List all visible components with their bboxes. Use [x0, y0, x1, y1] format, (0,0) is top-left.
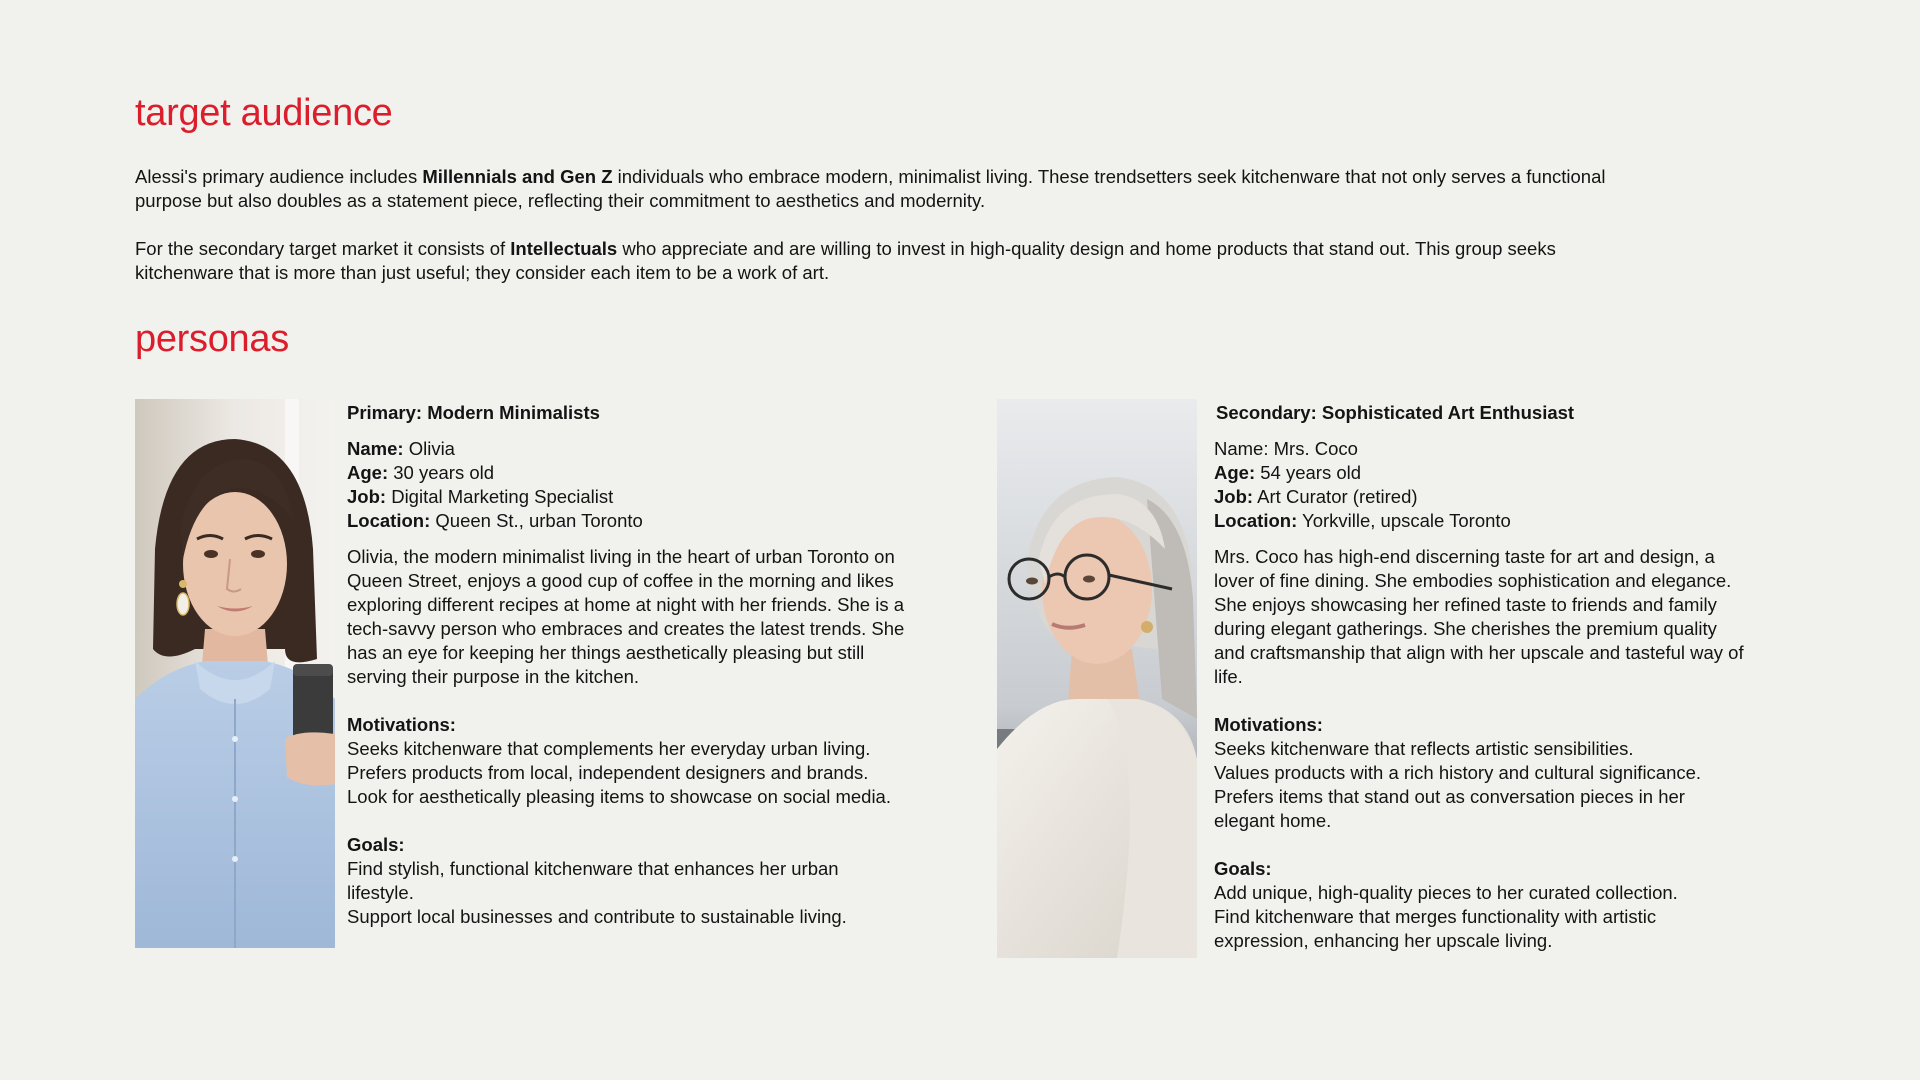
- list-item: Seeks kitchenware that complements her everyday urban living.: [347, 738, 871, 759]
- primary-persona-job: Job: Digital Marketing Specialist: [347, 486, 614, 507]
- list-item: Prefers items that stand out as conversation pieces in her elegant home.: [1214, 786, 1685, 831]
- secondary-audience-highlight: Intellectuals: [510, 238, 618, 259]
- primary-persona-location: Location: Queen St., urban Toronto: [347, 510, 643, 531]
- secondary-audience-paragraph: For the secondary target market it consists of Intellectuals who appreciate and are willing to invest in high-quality design and home products that stand out. This group seeks kitchenware that is more than just useful; they consider each item to be a work of art.: [135, 238, 1556, 283]
- primary-persona-motivations: [347, 713, 907, 809]
- primary-audience-highlight: Millennials and Gen Z: [422, 166, 613, 187]
- list-item: Values products with a rich history and cultural significance.: [1214, 762, 1702, 783]
- list-item: Prefers products from local, independent designers and brands.: [347, 762, 869, 783]
- target-audience-heading: target audience: [135, 92, 393, 134]
- secondary-motivations-label: Motivations:: [1214, 714, 1323, 735]
- primary-persona-description: Olivia, the modern minimalist living in the heart of urban Toronto on Queen Street, enjoys a good cup of coffee in the morning and likes exploring different recipes at home at night with her friends. She is a tech-savvy person who embraces and creates the latest trends. She has an eye for keeping her things aesthetically pleasing but still serving their purpose in the kitchen.: [347, 546, 905, 687]
- secondary-persona-card: [1214, 401, 1744, 953]
- primary-goals-label: Goals:: [347, 834, 405, 855]
- secondary-persona-location: Location: Yorkville, upscale Toronto: [1214, 510, 1511, 531]
- list-item: Seeks kitchenware that reflects artistic sensibilities.: [1214, 738, 1634, 759]
- personas-heading: personas: [135, 318, 289, 360]
- primary-persona-name: Name: Olivia: [347, 438, 455, 459]
- list-item: Add unique, high-quality pieces to her curated collection.: [1214, 882, 1678, 903]
- secondary-persona-name: Name: Mrs. Coco: [1214, 438, 1358, 459]
- primary-persona-goals: [347, 833, 907, 929]
- secondary-persona-goals: [1214, 857, 1744, 953]
- primary-persona-title: Primary: Modern Minimalists: [347, 402, 600, 423]
- secondary-persona-title: Secondary: Sophisticated Art Enthusiast: [1216, 402, 1575, 423]
- primary-persona-facts: [347, 437, 907, 533]
- list-item: Find stylish, functional kitchenware that enhances her urban lifestyle.: [347, 858, 839, 903]
- secondary-persona-description: Mrs. Coco has high-end discerning taste for art and design, a lover of fine dining. She embodies sophistication and elegance. She enjoys showcasing her refined taste to friends and family during elegant gatherings. She cherishes the premium quality and craftsmanship that align with her upscale and tasteful way of life.: [1214, 546, 1744, 687]
- secondary-persona-motivations: [1214, 713, 1744, 833]
- list-item: Look for aesthetically pleasing items to showcase on social media.: [347, 786, 891, 807]
- primary-motivations-label: Motivations:: [347, 714, 456, 735]
- primary-persona-photo: [135, 399, 335, 948]
- primary-persona-card: [347, 401, 907, 929]
- primary-audience-paragraph: Alessi's primary audience includes Millennials and Gen Z individuals who embrace modern, minimalist living. These trendsetters seek kitchenware that not only serves a functional purpose but also doubles as a statement piece, reflecting their commitment to aesthetics and modernity.: [135, 166, 1606, 211]
- secondary-persona-job: Job: Art Curator (retired): [1214, 486, 1418, 507]
- secondary-goals-label: Goals:: [1214, 858, 1272, 879]
- list-item: Support local businesses and contribute to sustainable living.: [347, 906, 847, 927]
- secondary-persona-facts: [1214, 437, 1744, 533]
- primary-persona-age: Age: 30 years old: [347, 462, 495, 483]
- secondary-persona-photo: [997, 399, 1197, 958]
- secondary-persona-age: Age: 54 years old: [1214, 462, 1362, 483]
- list-item: Find kitchenware that merges functionality with artistic expression, enhancing her upscale living.: [1214, 906, 1657, 951]
